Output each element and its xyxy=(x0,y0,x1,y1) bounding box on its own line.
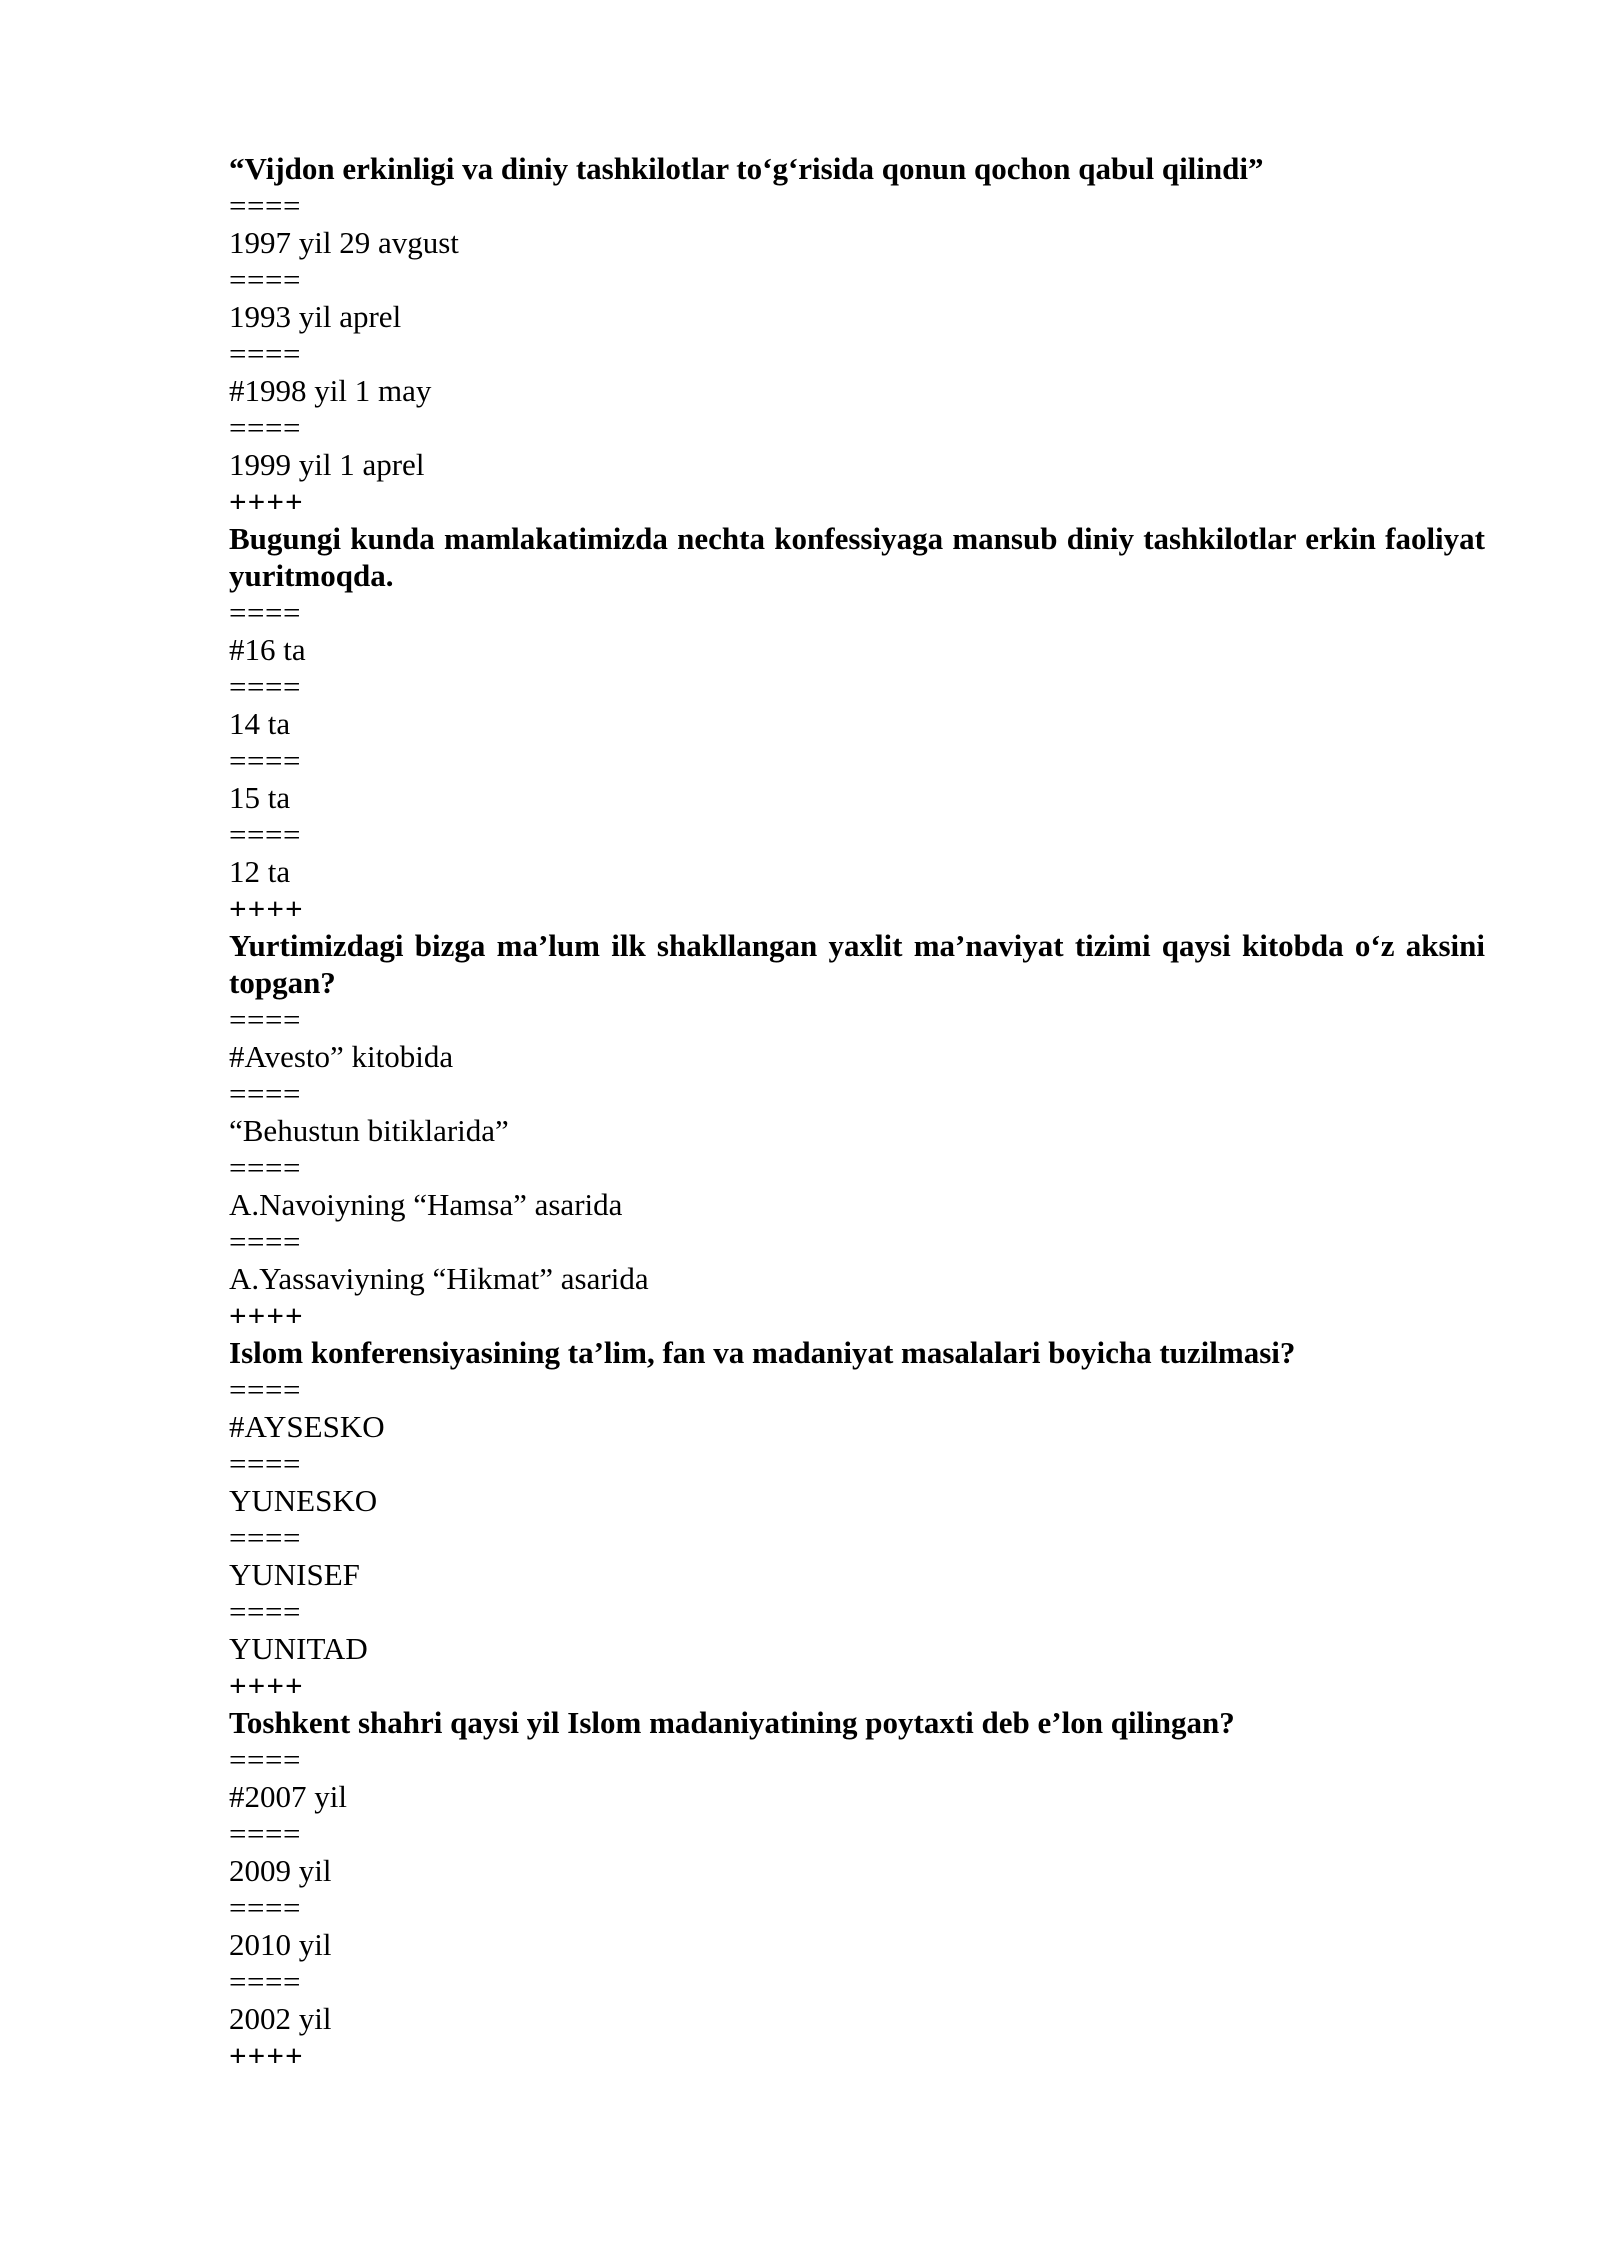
option-separator: ==== xyxy=(229,743,301,778)
question-2-text: Bugungi kunda mamlakatimizda nechta konfessiyaga mansub diniy tashkilotlar erkin faoliyat yuritmoqda. xyxy=(229,521,1485,593)
question-5-option-3: 2010 yil xyxy=(229,1927,332,1962)
option-separator: ==== xyxy=(229,1742,301,1777)
question-2-option-4: 12 ta xyxy=(229,854,291,889)
question-4-option-2: YUNESKO xyxy=(229,1483,378,1518)
question-4-option-3: YUNISEF xyxy=(229,1557,360,1592)
question-4-text: Islom konferensiyasining ta’lim, fan va madaniyat masalalari boyicha tuzilmasi? xyxy=(229,1335,1296,1370)
question-end-separator: ++++ xyxy=(229,891,304,926)
document-page xyxy=(229,150,1485,2074)
question-5-text: Toshkent shahri qaysi yil Islom madaniyatining poytaxti deb e’lon qilingan? xyxy=(229,1705,1235,1740)
question-end-separator: ++++ xyxy=(229,1298,304,1333)
question-2-option-1: #16 ta xyxy=(229,632,306,667)
option-separator: ==== xyxy=(229,817,301,852)
option-separator: ==== xyxy=(229,336,301,371)
question-end-separator: ++++ xyxy=(229,2038,304,2073)
option-separator: ==== xyxy=(229,262,301,297)
question-2-option-2: 14 ta xyxy=(229,706,291,741)
question-1-text: “Vijdon erkinligi va diniy tashkilotlar to‘g‘risida qonun qochon qabul qilindi” xyxy=(229,151,1264,186)
question-3-option-4: A.Yassaviyning “Hikmat” asarida xyxy=(229,1261,649,1296)
option-separator: ==== xyxy=(229,1224,301,1259)
question-1-option-2: 1993 yil aprel xyxy=(229,299,402,334)
option-separator: ==== xyxy=(229,1594,301,1629)
question-1-option-3: #1998 yil 1 may xyxy=(229,373,432,408)
question-4-option-1: #AYSESKO xyxy=(229,1409,385,1444)
question-end-separator: ++++ xyxy=(229,1668,304,1703)
question-3-option-3: A.Navoiyning “Hamsa” asarida xyxy=(229,1187,623,1222)
question-5-option-4: 2002 yil xyxy=(229,2001,332,2036)
question-end-separator: ++++ xyxy=(229,484,304,519)
question-3-option-2: “Behustun bitiklarida” xyxy=(229,1113,509,1148)
option-separator: ==== xyxy=(229,669,301,704)
option-separator: ==== xyxy=(229,1002,301,1037)
question-4-option-4: YUNITAD xyxy=(229,1631,368,1666)
question-3-text: Yurtimizdagi bizga ma’lum ilk shakllangan yaxlit ma’naviyat tizimi qaysi kitobda o‘z aksini topgan? xyxy=(229,928,1485,1000)
option-separator: ==== xyxy=(229,1076,301,1111)
question-3-option-1: #Avesto” kitobida xyxy=(229,1039,454,1074)
question-1-option-1: 1997 yil 29 avgust xyxy=(229,225,459,260)
option-separator: ==== xyxy=(229,1372,301,1407)
question-5-option-2: 2009 yil xyxy=(229,1853,332,1888)
option-separator: ==== xyxy=(229,1150,301,1185)
option-separator: ==== xyxy=(229,1446,301,1481)
option-separator: ==== xyxy=(229,1520,301,1555)
option-separator: ==== xyxy=(229,1816,301,1851)
question-1-option-4: 1999 yil 1 aprel xyxy=(229,447,425,482)
question-5-option-1: #2007 yil xyxy=(229,1779,347,1814)
question-2-option-3: 15 ta xyxy=(229,780,291,815)
option-separator: ==== xyxy=(229,188,301,223)
option-separator: ==== xyxy=(229,1890,301,1925)
option-separator: ==== xyxy=(229,595,301,630)
option-separator: ==== xyxy=(229,1964,301,1999)
option-separator: ==== xyxy=(229,410,301,445)
